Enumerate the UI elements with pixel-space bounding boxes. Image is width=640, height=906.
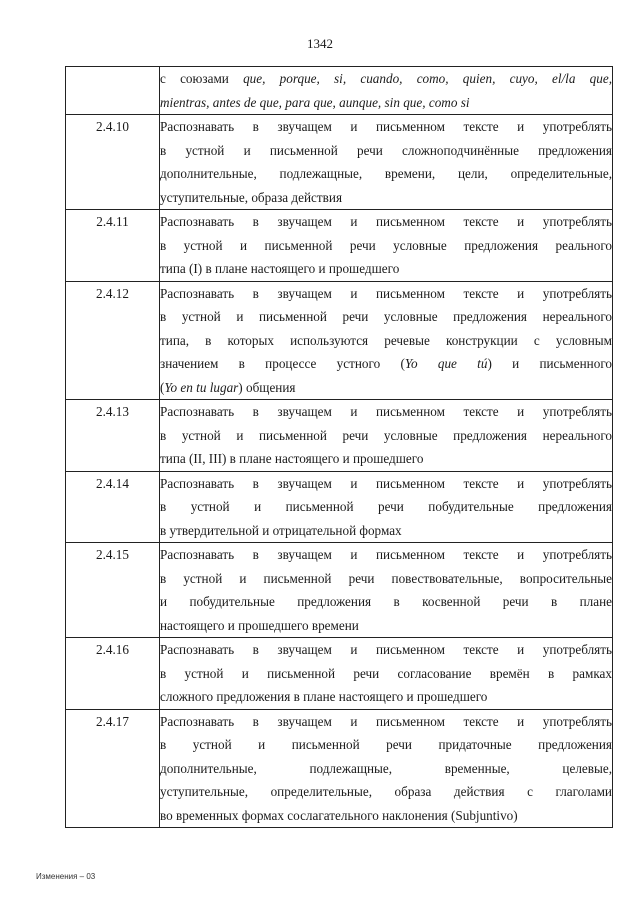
table-row [66,281,613,400]
row-line: Распознавать в звучащем и письменном тексте и употреблять [160,285,612,301]
row-line: типа, в которых используются речевые конструкции с условным [160,332,612,348]
row-line: в устной и письменной речи повествовательные, вопросительные [160,570,612,586]
text-run: ( [160,379,165,395]
row-line: в устной и письменной речи согласование времён в рамках [160,665,612,681]
row-line: в устной и письменной речи придаточные предложения [160,737,612,752]
row-line: во временных формах сослагательного наклонения (Subjuntivo) [160,807,518,823]
row-line [160,67,612,91]
row-description [160,543,613,638]
row-description [160,400,613,472]
row-description [160,638,613,710]
table-row [66,638,613,710]
table-row-continuation [66,67,613,115]
table-row [66,210,613,282]
footer-changes: Изменения – 03 [36,872,96,881]
row-description [160,709,613,828]
text-run: с союзами [160,71,244,86]
row-line: сложного предложения в плане настоящего и прошедшего [160,689,488,704]
table-row [66,115,613,210]
row-line: в устной и письменной речи условные предложения нереального [160,309,612,324]
requirements-table [65,66,613,828]
row-line [160,352,612,376]
row-line [160,376,612,400]
row-line: в устной и письменной речи побудительные предложения [160,499,612,514]
row-description [160,281,613,400]
table-row [66,543,613,638]
row-line: настоящего и прошедшего времени [160,617,359,633]
row-line: в утвердительной и отрицательной формах [160,522,402,538]
row-line: Распознавать в звучащем и письменном тексте и употреблять [160,214,612,229]
row-description [160,210,613,282]
row-description [160,471,613,543]
row-code: 2.4.15 [66,543,160,638]
text-run: ) общения [238,379,296,395]
page-number: 1342 [307,36,333,51]
table-row [66,471,613,543]
row-code: 2.4.12 [66,281,160,400]
spanish-example-italic: Yo que tú [404,356,488,371]
row-line: уступительные, образа действия [160,189,343,205]
row-code: 2.4.16 [66,638,160,710]
row-line: Распознавать в звучащем и письменном тексте и употреблять [160,475,612,491]
row-line: Распознавать в звучащем и письменном тексте и употреблять [160,713,612,729]
row-line: дополнительные, подлежащные, временные, целевые, [160,760,612,776]
spanish-conjunctions-italic: que, porque, si, cuando, como, quien, cuyo, el/la que, [243,71,613,86]
row-line: Распознавать в звучащем и письменном тексте и употреблять [160,642,612,657]
requirements-table-body [66,67,613,828]
row-line: уступительные, определительные, образа действия с глаголами [160,784,612,799]
spanish-example-italic: Yo en tu lugar [164,379,239,395]
row-description [160,115,613,210]
row-line: в устной и письменной речи сложноподчинённые предложения [160,142,612,158]
spanish-conjunctions-italic: mientras, antes de que, para que, aunque, sin que, como si [160,94,470,110]
row-line: Распознавать в звучащем и письменном тексте и употреблять [160,547,612,562]
row-line: в устной и письменной речи условные предложения нереального [160,427,612,443]
row-line: типа (I) в плане настоящего и прошедшего [160,261,400,276]
row-line [160,91,612,115]
row-code: 2.4.13 [66,400,160,472]
table-row [66,709,613,828]
row-line: Распознавать в звучащем и письменном тексте и употреблять [160,404,612,419]
row-code: 2.4.11 [66,210,160,282]
row-line: в устной и письменной речи условные предложения реального [160,237,612,253]
row-line: и побудительные предложения в косвенной речи в плане [160,594,612,609]
row-code: 2.4.14 [66,471,160,543]
text-run: значением в процессе устного ( [160,356,405,371]
row-description [160,67,613,115]
row-code: 2.4.17 [66,709,160,828]
row-line: типа (II, III) в плане настоящего и прошедшего [160,451,424,466]
table-row [66,400,613,472]
text-run: ) и письменного [487,356,613,371]
row-code: 2.4.10 [66,115,160,210]
row-line: Распознавать в звучащем и письменном тексте и употреблять [160,119,612,134]
row-line: дополнительные, подлежащные, времени, цели, определительные, [160,166,612,181]
row-code [66,67,160,115]
